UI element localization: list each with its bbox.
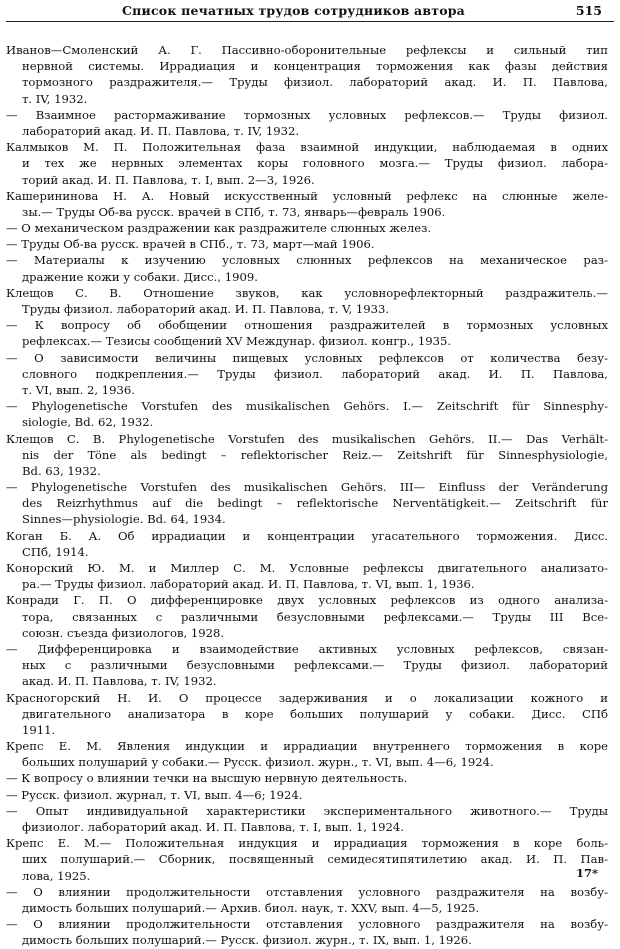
- bibliography-entry: [6, 916, 608, 948]
- entry-line: Красногорский Н. И. О процессе задерживания и о локализации кожного и: [6, 690, 608, 705]
- entry-line: нервной системы. Иррадиация и концентрация торможения как фазы действия: [22, 59, 608, 74]
- bibliography-entry: [6, 188, 608, 220]
- entry-line: димость больших полушарий.— Архив. биол. наук, т. XXV, вып. 4—5, 1925.: [22, 900, 480, 915]
- entry-line: Конорский Ю. М. и Миллер С. М. Условные рефлексы двигательного анализато-: [6, 561, 608, 575]
- entry-line: — О влиянии продолжительности отставления условного раздражителя на возбу-: [6, 884, 608, 899]
- bibliography-entry: [6, 139, 608, 188]
- bibliography-entry: [6, 431, 608, 480]
- running-title: Список печатных трудов сотрудников автора: [122, 3, 465, 18]
- bibliography-entry: [6, 42, 608, 107]
- entry-line: Клещов С. В. Phylogenetische Vorstufen des musikalischen Gehörs. II.— Das Verhält-: [6, 431, 608, 446]
- entry-line: двигательного анализатора в коре больших полушарий у собаки. Дисс. СПб: [22, 706, 608, 721]
- header-rule: [6, 21, 614, 22]
- entry-line: ных с различными безусловными рефлексами.— Труды физиол. лабораторий: [22, 658, 608, 673]
- entry-line: — О влиянии продолжительности отставления условного раздражителя на возбу-: [6, 917, 608, 932]
- bibliography-entry: [6, 252, 608, 284]
- bibliography-entry: [6, 560, 608, 592]
- bibliography-list: [6, 42, 608, 949]
- bibliography-entry: [6, 220, 608, 236]
- entry-line: des Reizrhythmus auf die bedingt – reflektorische Nerventätigkeit.— Zeitschrift für: [22, 496, 608, 511]
- entry-line: словного подкрепления.— Труды физиол. лабораторий акад. И. П. Павлова,: [22, 366, 608, 381]
- entry-line: — О механическом раздражении как раздражителе слюнных желез.: [6, 221, 432, 236]
- signature-mark: 17*: [575, 866, 598, 880]
- entry-line: ших полушарий.— Сборник, посвященный семидесятипятилетию акад. И. П. Пав-: [22, 852, 608, 867]
- bibliography-entry: [6, 350, 608, 399]
- entry-line: Иванов—Смоленский А. Г. Пассивно-оборонительные рефлексы и сильный тип: [6, 43, 608, 57]
- entry-line: Bd. 63, 1932.: [22, 463, 101, 478]
- entry-line: Коган Б. А. Об иррадиации и концентрации угасательного торможения. Дисс.: [6, 528, 608, 543]
- entry-line: т. IV, 1932.: [22, 91, 88, 106]
- entry-line: — Опыт индивидуальной характеристики экспериментального животного.— Труды: [6, 803, 608, 818]
- entry-line: торий акад. И. П. Павлова, т. I, вып. 2—3, 1926.: [22, 172, 315, 187]
- bibliography-entry: [6, 317, 608, 349]
- entry-line: рефлексах.— Тезисы сообщений XV Междунар. физиол. конгр., 1935.: [22, 334, 452, 349]
- entry-line: тормозного раздражителя.— Труды физиол. лабораторий акад. И. П. Павлова,: [22, 75, 608, 90]
- entry-line: ра.— Труды физиол. лабораторий акад. И. П. Павлова, т. VI, вып. 1, 1936.: [22, 577, 475, 592]
- entry-line: лабораторий акад. И. П. Павлова, т. IV, 1932.: [22, 123, 300, 138]
- entry-line: — Материалы к изучению условных слюнных рефлексов на механическое раз-: [6, 253, 608, 268]
- entry-line: — Труды Об-ва русск. врачей в СПб., т. 73, март—май 1906.: [6, 237, 375, 252]
- entry-line: зы.— Труды Об-ва русск. врачей в СПб, т. 73, январь—февраль 1906.: [22, 204, 446, 219]
- entry-line: Крепс Е. М.— Положительная индукция и иррадиация торможения в коре боль-: [6, 836, 608, 851]
- bibliography-entry: [6, 787, 608, 803]
- bibliography-entry: [6, 107, 608, 139]
- page-number: 515: [575, 3, 602, 18]
- entry-line: — К вопросу об обобщении отношения раздражителей в тормозных условных: [6, 318, 608, 333]
- bibliography-entry: [6, 835, 608, 884]
- bibliography-entry: [6, 528, 608, 560]
- entry-line: siologie, Bd. 62, 1932.: [22, 415, 154, 430]
- bibliography-entry: [6, 803, 608, 835]
- entry-line: физиолог. лабораторий акад. И. П. Павлова, т. I, вып. 1, 1924.: [22, 820, 404, 834]
- entry-line: дражение кожи у собаки. Дисс., 1909.: [22, 269, 258, 284]
- entry-line: 1911.: [22, 722, 56, 737]
- entry-line: Крепс Е. М. Явления индукции и иррадиации внутреннего торможения в коре: [6, 739, 608, 754]
- bibliography-entry: [6, 738, 608, 770]
- bibliography-entry: [6, 770, 608, 786]
- entry-line: т. VI, вып. 2, 1936.: [22, 382, 135, 397]
- entry-line: и тех же нервных элементах коры головного мозга.— Труды физиол. лабора-: [22, 156, 608, 171]
- entry-line: — Phylogenetische Vorstufen des musikalischen Gehörs. I.— Zeitschrift für Sinnesphy-: [6, 399, 608, 414]
- bibliography-entry: [6, 884, 608, 916]
- entry-line: лова, 1925.: [22, 868, 91, 883]
- bibliography-entry: [6, 398, 608, 430]
- entry-line: тора, связанных с различными безусловными рефлексами.— Труды III Все-: [22, 609, 608, 624]
- entry-line: — Дифференцировка и взаимодействие активных условных рефлексов, связан-: [6, 641, 608, 656]
- bibliography-entry: [6, 236, 608, 252]
- bibliography-entry: [6, 641, 608, 690]
- entry-line: акад. И. П. Павлова, т. IV, 1932.: [22, 674, 217, 689]
- entry-line: — О зависимости величины пищевых условных рефлексов от количества безу-: [6, 350, 608, 365]
- entry-line: — Взаимное растормаживание тормозных условных рефлексов.— Труды физиол.: [6, 107, 608, 122]
- entry-line: nis der Töne als bedingt – reflektorischer Reiz.— Zeitshrift für Sinnesphysiologie,: [22, 447, 608, 462]
- entry-line: Труды физиол. лабораторий акад. И. П. Павлова, т. V, 1933.: [22, 302, 390, 316]
- page-header: [0, 0, 620, 22]
- entry-line: — К вопросу о влиянии течки на высшую нервную деятельность.: [6, 771, 408, 786]
- entry-line: — Phylogenetische Vorstufen des musikalischen Gehörs. III— Einfluss der Veränderung: [6, 480, 608, 495]
- bibliography-entry: [6, 479, 608, 528]
- entry-line: — Русск. физиол. журнал, т. VI, вып. 4—6; 1924.: [6, 787, 303, 802]
- entry-line: димость больших полушарий.— Русск. физиол. журн., т. IX, вып. 1, 1926.: [22, 933, 472, 948]
- bibliography-entry: [6, 690, 608, 739]
- entry-line: Клещов С. В. Отношение звуков, как условнорефлекторный раздражитель.—: [6, 285, 608, 300]
- entry-line: СПб, 1914.: [22, 544, 89, 559]
- bibliography-entry: [6, 592, 608, 641]
- entry-line: союзн. съезда физиологов, 1928.: [22, 625, 225, 640]
- entry-line: Калмыков М. П. Положительная фаза взаимной индукции, наблюдаемая в одних: [6, 140, 608, 155]
- bibliography-entry: [6, 285, 608, 317]
- entry-line: Конради Г. П. О дифференцировке двух условных рефлексов из одного анализа-: [6, 593, 608, 608]
- entry-line: Кашерининова Н. А. Новый искусственный условный рефлекс на слюнные желе-: [6, 188, 608, 203]
- entry-line: больших полушарий у собаки.— Русск. физиол. журн., т. VI, вып. 4—6, 1924.: [22, 755, 494, 770]
- entry-line: Sinnes—physiologie. Bd. 64, 1934.: [22, 512, 226, 527]
